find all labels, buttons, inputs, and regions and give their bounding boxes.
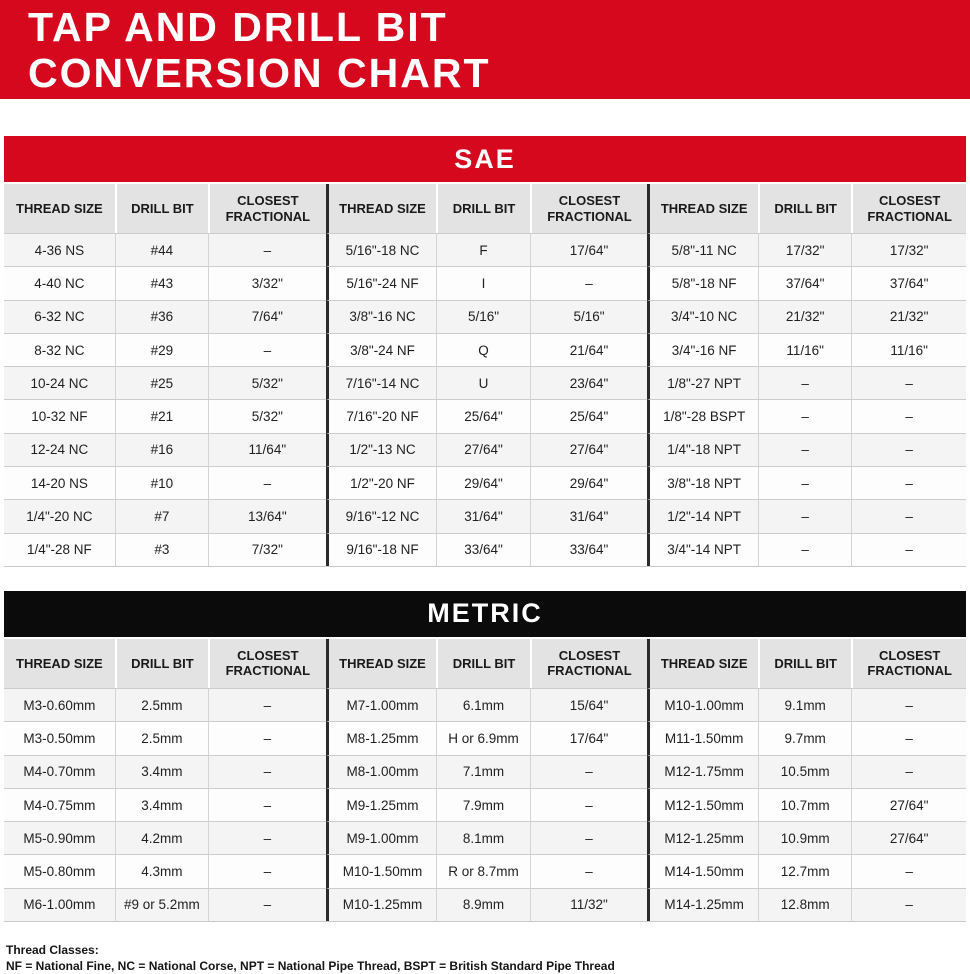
table-cell: 37/64"	[758, 266, 851, 299]
table-cell: 31/64"	[436, 499, 529, 532]
column-header: THREAD SIZE	[4, 184, 115, 233]
table-cell: M14-1.25mm	[647, 888, 758, 921]
table-cell: M7-1.00mm	[326, 688, 437, 721]
table-row	[4, 233, 966, 266]
table-cell: 27/64"	[851, 788, 966, 821]
table-cell: 27/64"	[851, 821, 966, 854]
table-cell: –	[851, 499, 966, 532]
sae-section	[4, 136, 966, 567]
table-cell: #44	[115, 233, 208, 266]
table-cell: 14-20 NS	[4, 466, 115, 499]
table-cell: M9-1.00mm	[326, 821, 437, 854]
table-cell: 8.1mm	[436, 821, 529, 854]
column-header: DRILL BIT	[436, 639, 529, 688]
table-cell: M4-0.75mm	[4, 788, 115, 821]
table-cell: #25	[115, 366, 208, 399]
table-cell: –	[851, 888, 966, 921]
table-cell: U	[436, 366, 529, 399]
table-cell: 7.1mm	[436, 755, 529, 788]
metric-section-header: METRIC	[4, 591, 966, 637]
table-cell: 5/16"	[436, 300, 529, 333]
table-cell: M10-1.00mm	[647, 688, 758, 721]
table-cell: 33/64"	[436, 533, 529, 566]
table-cell: 9.1mm	[758, 688, 851, 721]
sae-section-header: SAE	[4, 136, 966, 182]
table-cell: 7/64"	[208, 300, 326, 333]
table-cell: 23/64"	[530, 366, 648, 399]
table-cell: –	[851, 688, 966, 721]
table-cell: M5-0.80mm	[4, 854, 115, 887]
table-cell: M8-1.00mm	[326, 755, 437, 788]
table-cell: 4.2mm	[115, 821, 208, 854]
table-cell: 5/32"	[208, 399, 326, 432]
table-cell: 4.3mm	[115, 854, 208, 887]
column-header: CLOSEST FRACTIONAL	[851, 184, 966, 233]
table-cell: 13/64"	[208, 499, 326, 532]
table-row	[4, 821, 966, 854]
table-cell: –	[208, 888, 326, 921]
table-cell: 11/64"	[208, 433, 326, 466]
table-cell: –	[851, 466, 966, 499]
table-cell: –	[208, 721, 326, 754]
table-cell: 5/8"-18 NF	[647, 266, 758, 299]
table-cell: 11/16"	[851, 333, 966, 366]
column-header: CLOSEST FRACTIONAL	[530, 639, 648, 688]
table-cell: 10.7mm	[758, 788, 851, 821]
table-cell: –	[758, 499, 851, 532]
table-cell: –	[208, 688, 326, 721]
column-header: DRILL BIT	[758, 184, 851, 233]
table-cell: M10-1.25mm	[326, 888, 437, 921]
column-header: THREAD SIZE	[647, 184, 758, 233]
column-header: CLOSEST FRACTIONAL	[208, 639, 326, 688]
table-cell: –	[530, 854, 648, 887]
table-row	[4, 399, 966, 432]
table-row	[4, 433, 966, 466]
table-cell: –	[208, 333, 326, 366]
table-cell: 21/32"	[758, 300, 851, 333]
table-cell: 1/2"-20 NF	[326, 466, 437, 499]
table-cell: 2.5mm	[115, 721, 208, 754]
table-cell: 11/32"	[530, 888, 648, 921]
table-cell: 4-36 NS	[4, 233, 115, 266]
table-cell: –	[851, 854, 966, 887]
table-row	[4, 466, 966, 499]
table-cell: M8-1.25mm	[326, 721, 437, 754]
table-cell: 31/64"	[530, 499, 648, 532]
table-cell: 8-32 NC	[4, 333, 115, 366]
table-cell: 5/16"	[530, 300, 648, 333]
page-title-line-1: TAP AND DRILL BIT	[28, 3, 448, 50]
table-cell: 8.9mm	[436, 888, 529, 921]
table-cell: #9 or 5.2mm	[115, 888, 208, 921]
table-row	[4, 688, 966, 721]
page-header	[0, 0, 970, 99]
table-cell: M3-0.50mm	[4, 721, 115, 754]
table-cell: M5-0.90mm	[4, 821, 115, 854]
table-cell: –	[208, 233, 326, 266]
table-cell: 4-40 NC	[4, 266, 115, 299]
table-cell: 5/32"	[208, 366, 326, 399]
table-cell: 1/2"-14 NPT	[647, 499, 758, 532]
table-cell: 7/16"-14 NC	[326, 366, 437, 399]
sae-table-body	[4, 233, 966, 567]
table-cell: –	[851, 399, 966, 432]
table-cell: 37/64"	[851, 266, 966, 299]
table-cell: –	[851, 366, 966, 399]
table-cell: M9-1.25mm	[326, 788, 437, 821]
column-header: DRILL BIT	[115, 184, 208, 233]
table-cell: M12-1.75mm	[647, 755, 758, 788]
table-cell: #29	[115, 333, 208, 366]
table-row	[4, 333, 966, 366]
table-cell: #21	[115, 399, 208, 432]
table-cell: –	[758, 366, 851, 399]
table-cell: #36	[115, 300, 208, 333]
table-row	[4, 721, 966, 754]
table-cell: 3/8"-16 NC	[326, 300, 437, 333]
table-cell: M12-1.50mm	[647, 788, 758, 821]
table-row	[4, 788, 966, 821]
table-cell: 6-32 NC	[4, 300, 115, 333]
table-cell: –	[758, 433, 851, 466]
table-cell: 29/64"	[436, 466, 529, 499]
table-cell: 10-32 NF	[4, 399, 115, 432]
column-header: THREAD SIZE	[326, 184, 437, 233]
table-row	[4, 300, 966, 333]
table-cell: 5/8"-11 NC	[647, 233, 758, 266]
table-cell: 3/4"-14 NPT	[647, 533, 758, 566]
table-cell: #3	[115, 533, 208, 566]
table-cell: 7.9mm	[436, 788, 529, 821]
table-row	[4, 499, 966, 532]
table-cell: 11/16"	[758, 333, 851, 366]
table-cell: –	[758, 533, 851, 566]
page-title	[28, 4, 970, 96]
table-cell: –	[758, 399, 851, 432]
table-cell: 10.9mm	[758, 821, 851, 854]
table-cell: 5/16"-18 NC	[326, 233, 437, 266]
table-cell: 12.8mm	[758, 888, 851, 921]
table-cell: –	[851, 721, 966, 754]
table-cell: M12-1.25mm	[647, 821, 758, 854]
column-header: DRILL BIT	[436, 184, 529, 233]
footnote-definitions: NF = National Fine, NC = National Corse, NPT = National Pipe Thread, BSPT = British Standard Pipe Thread	[6, 959, 615, 974]
table-cell: –	[208, 821, 326, 854]
table-cell: 17/32"	[758, 233, 851, 266]
table-cell: 27/64"	[436, 433, 529, 466]
table-cell: 7/32"	[208, 533, 326, 566]
metric-table-body	[4, 688, 966, 922]
footnote	[0, 942, 970, 974]
table-row	[4, 888, 966, 921]
column-header: CLOSEST FRACTIONAL	[208, 184, 326, 233]
table-cell: –	[530, 788, 648, 821]
table-cell: #43	[115, 266, 208, 299]
table-cell: 1/8"-28 BSPT	[647, 399, 758, 432]
table-row	[4, 366, 966, 399]
table-cell: –	[208, 854, 326, 887]
table-cell: 25/64"	[436, 399, 529, 432]
table-cell: I	[436, 266, 529, 299]
table-cell: 1/4"-28 NF	[4, 533, 115, 566]
table-cell: –	[758, 466, 851, 499]
table-cell: 7/16"-20 NF	[326, 399, 437, 432]
table-cell: M6-1.00mm	[4, 888, 115, 921]
table-cell: M10-1.50mm	[326, 854, 437, 887]
table-cell: M3-0.60mm	[4, 688, 115, 721]
table-cell: 3/8"-18 NPT	[647, 466, 758, 499]
table-cell: Q	[436, 333, 529, 366]
footnote-heading: Thread Classes:	[6, 943, 99, 958]
table-cell: 1/4"-18 NPT	[647, 433, 758, 466]
column-header: CLOSEST FRACTIONAL	[851, 639, 966, 688]
table-cell: 3/4"-16 NF	[647, 333, 758, 366]
table-cell: –	[851, 533, 966, 566]
table-cell: 12-24 NC	[4, 433, 115, 466]
column-header: DRILL BIT	[758, 639, 851, 688]
table-cell: 1/8"-27 NPT	[647, 366, 758, 399]
table-cell: 10-24 NC	[4, 366, 115, 399]
table-row	[4, 755, 966, 788]
table-cell: #7	[115, 499, 208, 532]
table-cell: 12.7mm	[758, 854, 851, 887]
table-row	[4, 533, 966, 566]
metric-column-header-row	[4, 639, 966, 688]
table-cell: M11-1.50mm	[647, 721, 758, 754]
table-cell: 21/64"	[530, 333, 648, 366]
table-cell: #16	[115, 433, 208, 466]
metric-section	[4, 591, 966, 922]
table-cell: –	[530, 266, 648, 299]
column-header: THREAD SIZE	[4, 639, 115, 688]
table-cell: 17/64"	[530, 721, 648, 754]
table-cell: –	[208, 788, 326, 821]
table-cell: M4-0.70mm	[4, 755, 115, 788]
page-title-line-2: CONVERSION CHART	[28, 49, 491, 96]
table-cell: F	[436, 233, 529, 266]
table-cell: –	[530, 821, 648, 854]
table-cell: 9.7mm	[758, 721, 851, 754]
table-cell: 29/64"	[530, 466, 648, 499]
table-cell: 3/4"-10 NC	[647, 300, 758, 333]
sae-column-header-row	[4, 184, 966, 233]
table-cell: 1/4"-20 NC	[4, 499, 115, 532]
table-cell: 25/64"	[530, 399, 648, 432]
table-cell: 1/2"-13 NC	[326, 433, 437, 466]
table-cell: 6.1mm	[436, 688, 529, 721]
table-cell: –	[851, 433, 966, 466]
column-header: CLOSEST FRACTIONAL	[530, 184, 648, 233]
table-cell: 21/32"	[851, 300, 966, 333]
table-cell: 10.5mm	[758, 755, 851, 788]
column-header: DRILL BIT	[115, 639, 208, 688]
table-cell: –	[530, 755, 648, 788]
table-cell: –	[851, 755, 966, 788]
table-cell: 5/16"-24 NF	[326, 266, 437, 299]
table-row	[4, 266, 966, 299]
table-cell: M14-1.50mm	[647, 854, 758, 887]
table-cell: 3/32"	[208, 266, 326, 299]
table-cell: R or 8.7mm	[436, 854, 529, 887]
table-cell: 3.4mm	[115, 755, 208, 788]
table-cell: –	[208, 466, 326, 499]
table-cell: 3.4mm	[115, 788, 208, 821]
table-cell: 27/64"	[530, 433, 648, 466]
table-cell: H or 6.9mm	[436, 721, 529, 754]
table-cell: 15/64"	[530, 688, 648, 721]
table-cell: #10	[115, 466, 208, 499]
table-cell: 3/8"-24 NF	[326, 333, 437, 366]
table-cell: 17/64"	[530, 233, 648, 266]
table-cell: 2.5mm	[115, 688, 208, 721]
table-cell: –	[208, 755, 326, 788]
table-cell: 33/64"	[530, 533, 648, 566]
table-row	[4, 854, 966, 887]
column-header: THREAD SIZE	[326, 639, 437, 688]
column-header: THREAD SIZE	[647, 639, 758, 688]
conversion-chart	[0, 136, 970, 922]
table-cell: 9/16"-12 NC	[326, 499, 437, 532]
table-cell: 17/32"	[851, 233, 966, 266]
table-cell: 9/16"-18 NF	[326, 533, 437, 566]
